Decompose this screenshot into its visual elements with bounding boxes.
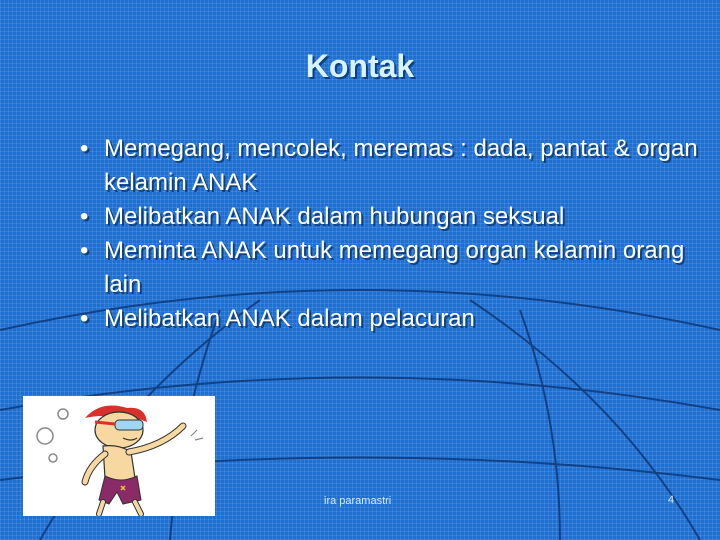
bullet-dot-icon: • (80, 203, 89, 230)
bullet-item (78, 200, 698, 234)
slide-title: Kontak (305, 48, 415, 84)
cartoon-child-clipart (23, 396, 215, 516)
bullet-text: Melibatkan ANAK dalam pelacuran (104, 305, 475, 332)
cartoon-child-illustration (23, 396, 215, 516)
page-number: 4 (668, 494, 675, 506)
footer-author: ira paramastri (324, 495, 392, 507)
bullet-dot-icon: • (80, 305, 89, 332)
bullet-item (78, 132, 698, 200)
bullet-text: Memegang, mencolek, meremas : dada, pantat & organ kelamin ANAK (104, 135, 698, 196)
bullet-dot-icon: • (80, 237, 89, 264)
bullet-item (78, 234, 698, 302)
bullet-text: Meminta ANAK untuk memegang organ kelamin orang lain (104, 237, 685, 298)
bullet-item (78, 302, 698, 336)
bullet-text: Melibatkan ANAK dalam hubungan seksual (104, 203, 565, 230)
bullet-dot-icon: • (80, 135, 89, 162)
bullet-list (78, 132, 698, 336)
